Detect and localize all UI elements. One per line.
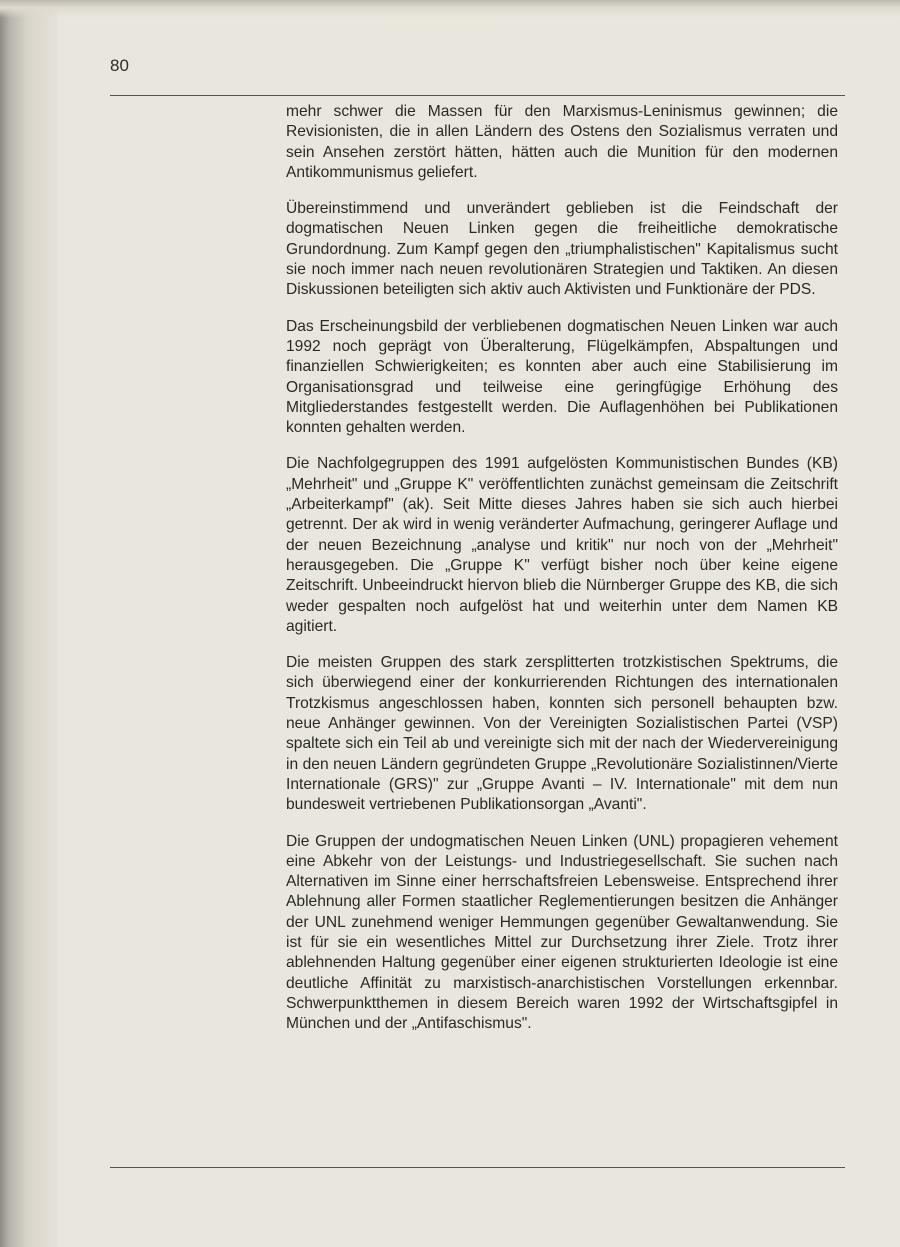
- paragraph-3: Das Erscheinungsbild der verbliebenen dogmatischen Neuen Linken war auch 1992 noch geprägt von Überalterung, Flügelkämpfen, Abspaltungen und finanziellen Schwierigkeiten; es konnten aber auch eine Stabilisierung im Organisationsgrad und teilweise eine geringfügige Erhöhung des Mitgliederstandes festgestellt werden. Die Auflagenhöhen bei Publikationen konnten gehalten werden.: [286, 317, 838, 437]
- footer-rule: [110, 1167, 845, 1168]
- paragraph-1: mehr schwer die Massen für den Marxismus-Leninismus gewinnen; die Revisionisten, die in allen Ländern des Ostens den Sozialismus verraten und sein Ansehen zerstört hätten, hätten auch die Munition für den modernen Antikommunismus geliefert.: [286, 103, 838, 181]
- page-binding-shadow: [0, 0, 58, 1247]
- paragraph-4: Die Nachfolgegruppen des 1991 aufgelösten Kommunistischen Bundes (KB) „Mehrheit" und „Gruppe K" veröffentlichten zunächst gemeinsam die Zeitschrift „Arbeiterkampf" (ak). Seit Mitte dieses Jahres haben sie sich auch hierbei getrennt. Der ak wird in wenig veränderter Aufmachung, geringerer Auflage und der neuen Bezeichnung „analyse und kritik" nur noch von der „Mehrheit" herausgegeben. Die „Gruppe K" verfügt bisher noch über keine eigene Zeitschrift. Unbeeindruckt hiervon blieb die Nürnberger Gruppe des KB, die sich weder gespalten noch aufgelöst hat und weiterhin unter dem Namen KB agitiert.: [286, 455, 838, 635]
- page-number: 80: [110, 56, 129, 75]
- paragraph-5: Die meisten Gruppen des stark zersplitterten trotzkistischen Spektrums, die sich überwiegend einer der konkurrierenden Richtungen des internationalen Trotzkismus angeschlossen haben, konnten sich personell behaupten bzw. neue Anhänger gewinnen. Von der Vereinigten Sozialistischen Partei (VSP) spaltete sich ein Teil ab und vereinigte sich mit der nach der Wiedervereinigung in den neuen Ländern gegründeten Gruppe „Revolutionäre Sozialistinnen/Vierte Internationale (GRS)" zur „Gruppe Avanti – IV. Internationale" mit dem nun bundesweit vertriebenen Publikationsorgan „Avanti".: [286, 654, 838, 814]
- body-text: [286, 102, 838, 1050]
- page-top-shadow: [0, 0, 900, 18]
- paragraph-2: Übereinstimmend und unverändert geblieben ist die Feindschaft der dogmatischen Neuen Linken gegen die freiheitliche demokratische Grundordnung. Zum Kampf gegen den „triumphalistischen" Kapitalismus sucht sie noch immer nach neuen revolutionären Strategien und Taktiken. An diesen Diskussionen beteiligten sich aktiv auch Aktivisten und Funktionäre der PDS.: [286, 200, 838, 299]
- paragraph-6: Die Gruppen der undogmatischen Neuen Linken (UNL) propagieren vehement eine Abkehr von der Leistungs- und Industriegesellschaft. Sie suchen nach Alternativen im Sinne einer herrschaftsfreien Lebensweise. Entsprechend ihrer Ablehnung aller Formen staatlicher Reglementierungen besitzen die Anhänger der UNL zunehmend weniger Hemmungen gegenüber Gewaltanwendung. Sie ist für sie ein wesentliches Mittel zur Durchsetzung ihrer Ziele. Trotz ihrer ablehnenden Haltung gegenüber einer eigenen strukturierten Ideologie ist eine deutliche Affinität zu marxistisch-anarchistischen Vorstellungen erkennbar. Schwerpunktthemen in diesem Bereich waren 1992 der Wirtschaftsgipfel in München und der „Antifaschismus".: [286, 832, 838, 1033]
- header-rule: [110, 95, 845, 96]
